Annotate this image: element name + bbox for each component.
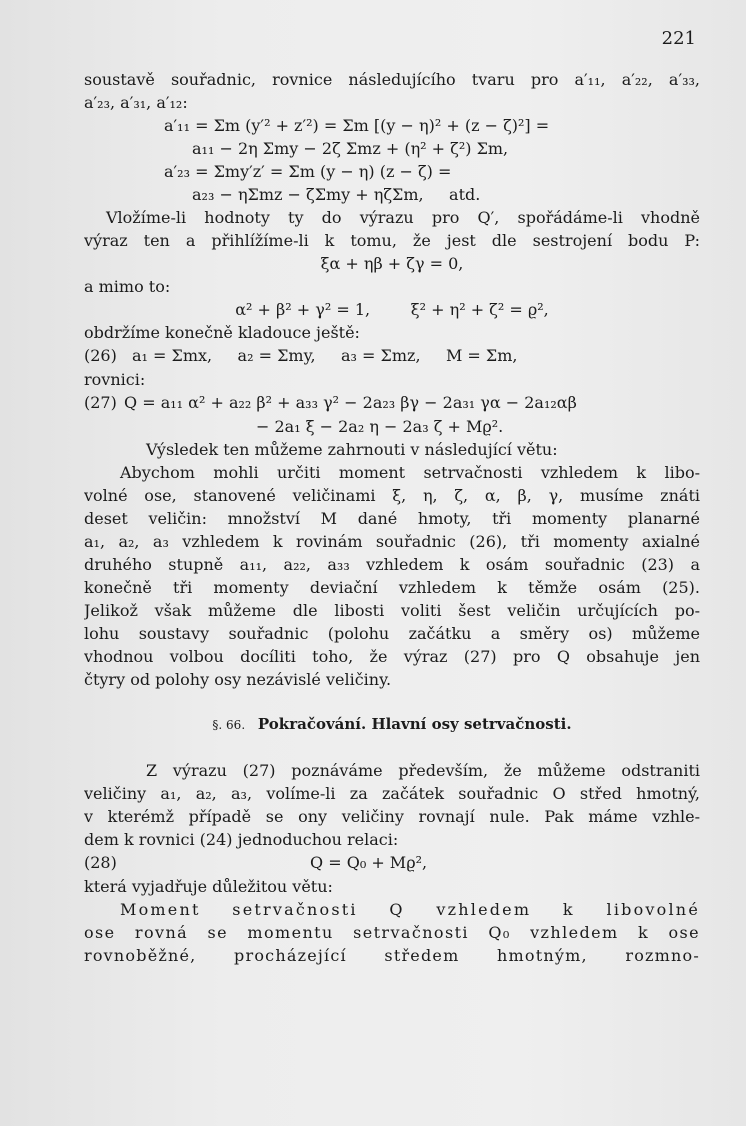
text-line: dem k rovnici (24) jednoduchou relaci: [84, 830, 399, 849]
section-number: §. 66. [212, 718, 246, 732]
equation: ξα + ηβ + ζγ = 0, [320, 254, 464, 273]
text-line: která vyjadřuje důležitou větu: [84, 877, 333, 896]
equation-number: (26) [84, 346, 117, 365]
text-line: druhého stupně a₁₁, a₂₂, a₃₃ vzhledem k osám souřadnic (23) a [84, 555, 700, 574]
math-line: a₁₁ − 2η Σmy − 2ζ Σmz + (η² + ζ²) Σm, [192, 139, 509, 158]
math-line: a′₂₃ = Σmy′z′ = Σm (y − η) (z − ζ) = [164, 162, 452, 181]
text-line: a mimo to: [84, 277, 171, 296]
text-line: v kterémž případě se ony veličiny rovnají nule. Pak máme vzhle- [84, 807, 700, 826]
equation-body: Q = a₁₁ α² + a₂₂ β² + a₃₃ γ² − 2a₂₃ βγ − 2a₃₁ γα − 2a₁₂αβ [124, 393, 577, 412]
text-line: Z výrazu (27) poznáváme především, že můžeme odstraniti [146, 761, 700, 780]
equation-number: (28) [84, 853, 117, 872]
text-line: konečně tři momenty deviační vzhledem k těmže osám (25). [84, 578, 700, 597]
math-line: a′₁₁ = Σm (y′² + z′²) = Σm [(y − η)² + (z − ζ)²] = [164, 116, 550, 135]
text-line: Výsledek ten můžeme zahrnouti v následující větu: [146, 440, 558, 459]
math-line: a₂₃ − ηΣmz − ζΣmy + ηζΣm, atd. [192, 185, 481, 204]
text-line: lohu soustavy souřadnic (polohu začátku a směry os) můžeme [84, 624, 700, 643]
equation-28 [84, 851, 700, 875]
text-line: výraz ten a přihlížíme-li k tomu, že jest dle sestrojení bodu P: [84, 231, 700, 250]
text-line: deset veličin: množství M dané hmoty, tři momenty planarné [84, 509, 700, 528]
theorem-line: rovnoběžné, procházející středem hmotným, rozmno- [84, 946, 700, 965]
text-line: a′₂₃, a′₃₁, a′₁₂: [84, 93, 188, 112]
page-number: 221 [661, 28, 696, 49]
text-line: vhodnou volbou docíliti toho, že výraz (27) pro Q obsahuje jen [84, 647, 700, 666]
equation-body: a₁ = Σmx, a₂ = Σmy, a₃ = Σmz, M = Σm, [132, 346, 518, 365]
page-content [84, 68, 700, 967]
section-title: Pokračování. Hlavní osy setrvačnosti. [257, 715, 572, 733]
equation-26 [84, 344, 700, 368]
text-line: soustavě souřadnic, rovnice následujícího tvaru pro a′₁₁, a′₂₂, a′₃₃, [84, 70, 700, 89]
equation-continuation: − 2a₁ ξ − 2a₂ η − 2a₃ ζ + Mϱ². [256, 417, 504, 436]
theorem-line: Moment setrvačnosti Q vzhledem k libovolné [120, 900, 700, 919]
equation: α² + β² + γ² = 1, ξ² + η² + ζ² = ϱ², [235, 300, 549, 319]
section-heading [84, 713, 700, 737]
equation-27 [84, 391, 700, 415]
text-line: Vložíme-li hodnoty ty do výrazu pro Q′, spořádáme-li vhodně [106, 208, 700, 227]
text-line: čtyry od polohy osy nezávislé veličiny. [84, 670, 392, 689]
text-line: Jelikož však můžeme dle libosti voliti šest veličin určujících po- [84, 601, 700, 620]
text-line: volné ose, stanovené veličinami ξ, η, ζ, α, β, γ, musíme znáti [84, 486, 700, 505]
text-line: obdržíme konečně kladouce ještě: [84, 323, 360, 342]
text-line: a₁, a₂, a₃ vzhledem k rovinám souřadnic (26), tři momenty axialné [84, 532, 700, 551]
text-line: veličiny a₁, a₂, a₃, volíme-li za začátek souřadnic O střed hmotný, [84, 784, 700, 803]
text-line: rovnici: [84, 370, 146, 389]
theorem-line: ose rovná se momentu setrvačnosti Q₀ vzhledem k ose [84, 923, 700, 942]
equation-body: Q = Q₀ + Mϱ², [310, 853, 428, 872]
equation-number: (27) [84, 393, 117, 412]
text-line: Abychom mohli určiti moment setrvačnosti vzhledem k libo- [120, 463, 700, 482]
